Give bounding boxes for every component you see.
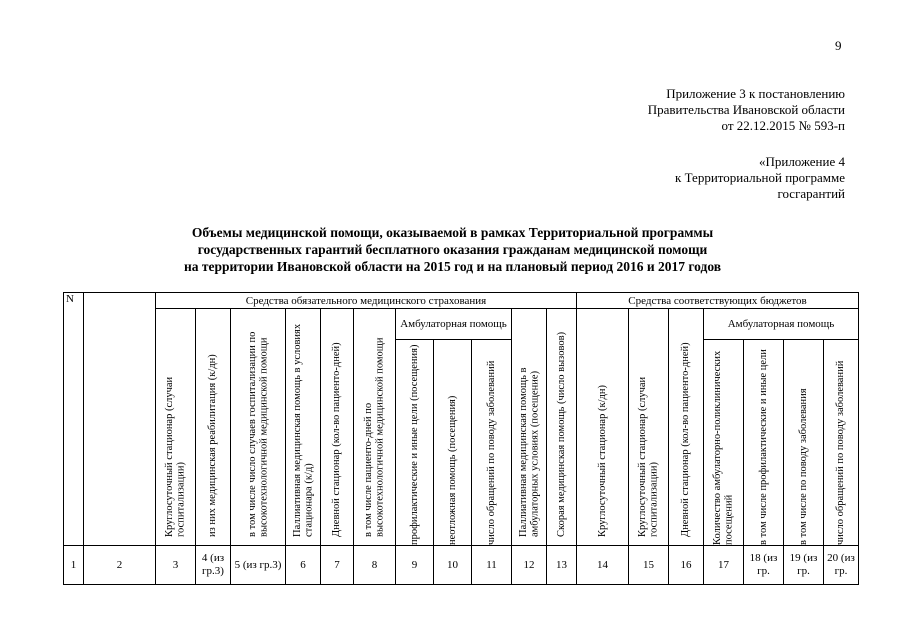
col-number: 9 — [396, 546, 434, 585]
col-header: в том числе профилактические и иные цели — [744, 340, 784, 546]
col-number: 19 (из гр. — [784, 546, 824, 585]
col-header: Круглосуточный стационар (к/дн) — [577, 309, 629, 546]
col-header: Круглосуточный стационар (случаи госпитализации) — [629, 309, 669, 546]
quote-appendix-line: госгарантий — [777, 186, 845, 201]
quote-appendix-line: к Территориальной программе — [675, 170, 845, 185]
col-number: 11 — [472, 546, 512, 585]
budget-ambulatory-header: Амбулаторная помощь — [704, 309, 859, 340]
budget-group-header: Средства соответствующих бюджетов — [577, 293, 859, 309]
col-number: 5 (из гр.3) — [231, 546, 286, 585]
title-line: на территории Ивановской области на 2015 год и на плановый период 2016 и 2017 годов — [183, 259, 722, 274]
oms-group-header: Средства обязательного медицинского страхования — [156, 293, 577, 309]
title-line: государственных гарантий бесплатного оказания гражданам медицинской помощи — [197, 242, 708, 257]
col-number: 13 — [547, 546, 577, 585]
col-header: Скорая медицинская помощь (число вызовов) — [547, 309, 577, 546]
col-header: число обращений по поводу заболеваний — [824, 340, 859, 546]
col-number: 4 (из гр.3) — [196, 546, 231, 585]
col-number: 16 — [669, 546, 704, 585]
col-header: неотложная помощь (посещения) — [434, 340, 472, 546]
quote-appendix-line: «Приложение 4 — [758, 154, 845, 169]
col-number: 3 — [156, 546, 196, 585]
col-number: 14 — [577, 546, 629, 585]
title-line: Объемы медицинской помощи, оказываемой в рамках Территориальной программы — [191, 225, 714, 240]
col-number: 2 — [84, 546, 156, 585]
col-header: Паллиативная медицинская помощь в амбулаторных условиях (посещение) — [512, 309, 547, 546]
col-2-header — [84, 293, 156, 546]
col-number: 6 — [286, 546, 321, 585]
document-title — [0, 224, 905, 275]
col-header: из них медицинская реабилитация (к/дн) — [196, 309, 231, 546]
appendix-line: от 22.12.2015 № 593-п — [721, 118, 845, 133]
appendix-line: Правительства Ивановской области — [647, 102, 845, 117]
col-n-header: N — [64, 293, 84, 546]
col-number: 7 — [321, 546, 354, 585]
col-number: 12 — [512, 546, 547, 585]
col-header: Дневной стационар (кол-во пациенто-дней) — [321, 309, 354, 546]
oms-ambulatory-header: Амбулаторная помощь — [396, 309, 512, 340]
page-number: 9 — [835, 38, 842, 53]
col-header: число обращений по поводу заболеваний — [472, 340, 512, 546]
col-number: 8 — [354, 546, 396, 585]
col-number: 1 — [64, 546, 84, 585]
volumes-table — [63, 292, 859, 585]
col-number: 18 (из гр. — [744, 546, 784, 585]
col-header: в том числе по поводу заболевания — [784, 340, 824, 546]
col-header: Дневной стационар (кол-во пациенто-дней) — [669, 309, 704, 546]
col-number: 20 (из гр. — [824, 546, 859, 585]
col-number: 17 — [704, 546, 744, 585]
quote-appendix-note — [675, 154, 845, 202]
col-header: профилактические и иные цели (посещения) — [396, 340, 434, 546]
col-header: Количество амбулаторно-поликлинических посещений — [704, 340, 744, 546]
col-header: в том числе пациенто-дней по высокотехнологичной медицинской помощи — [354, 309, 396, 546]
col-header: в том числе число случаев госпитализации по высокотехнологичной медицинской помощи — [231, 309, 286, 546]
appendix-note — [648, 86, 845, 134]
col-number: 10 — [434, 546, 472, 585]
col-number: 15 — [629, 546, 669, 585]
appendix-line: Приложение 3 к постановлению — [666, 86, 845, 101]
col-header: Паллиативная медицинская помощь в условиях стационара (к/д) — [286, 309, 321, 546]
col-header: Круглосуточный стационар (случаи госпитализации) — [156, 309, 196, 546]
